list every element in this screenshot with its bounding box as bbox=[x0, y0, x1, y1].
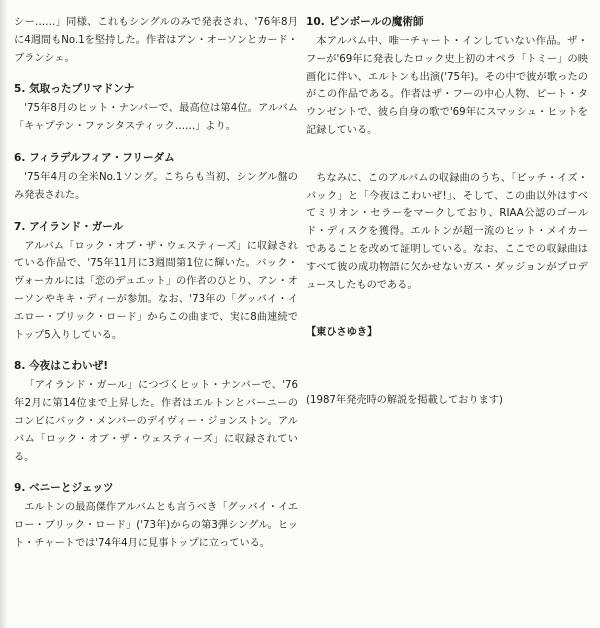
intro-paragraph: シー……」同様、これもシングルのみで発表され、'76年8月に4週間もNo.1を堅持した。作者はアン・オーソンとカード・ブランシェ。 bbox=[14, 17, 298, 64]
section-7-body: アルバム「ロック・オブ・ザ・ウェスティーズ」に収録されている作品で、'75年11月に3週間第1位に輝いた。バック・ヴォーカルには「恋のデュエット」の作者のひとり、アン・オーソンやキキ・ディーが参加。なお、'73年の「グッバイ・イエロー・ブリック・ロード」からこの曲まで、実に8曲連続でトップ5入りしている。 bbox=[14, 240, 298, 341]
section-8-heading: 8. 今夜はこわいぜ! bbox=[14, 360, 109, 373]
section-8-body: 「アイランド・ガール」につづくヒット・ナンバーで、'76年2月に第14位まで上昇した。作者はエルトンとバーニーのコンビにバック・メンバーのデイヴィー・ジョンストン。アルバム「ロック・オブ・ザ・ウェスティーズ」に収録されている。 bbox=[14, 380, 298, 463]
section-6-heading: 6. フィラデルフィア・フリーダム bbox=[14, 151, 175, 164]
section-7-heading: 7. アイランド・ガール bbox=[14, 220, 124, 233]
section-6-body: '75年4月の全米No.1ソング。こちらも当初、シングル盤のみ発表された。 bbox=[14, 171, 298, 201]
section-5-body: '75年8月のヒット・ナンバーで、最高位は第4位。アルバム「キャプテン・ファンタスティック……」より。 bbox=[14, 103, 298, 133]
section-9-heading: 9. ベニーとジェッツ bbox=[14, 482, 114, 495]
left-column bbox=[14, 14, 298, 553]
right-column bbox=[306, 14, 588, 410]
section-5-heading: 5. 気取ったプリマドンナ bbox=[14, 83, 135, 96]
publication-note: (1987年発売時の解説を掲載しております) bbox=[306, 395, 503, 407]
section-10-heading: 10. ピンボールの魔術師 bbox=[306, 16, 424, 28]
author-credit: 【東ひさゆき】 bbox=[306, 327, 378, 339]
section-9-body: エルトンの最高傑作アルバムとも言うべき「グッバイ・イエロー・ブリック・ロード」('73年)からの第3弾シングル。ヒット・チャートでは'74年4月に見事トップに立っている。 bbox=[14, 502, 298, 549]
section-10-body: 本アルバム中、唯一チャート・インしていない作品。ザ・フーが'69年に発表したロック史上初のオペラ「トミー」の映画化に伴い、エルトンも出演('75年)。その中で彼が歌ったのがこの作品である。作者はザ・フーの中心人物、ピート・タウンゼントで、彼ら自身の歌で'69年にスマッシュ・ヒットを記録している。 bbox=[306, 36, 588, 136]
closing-paragraph: ちなみに、このアルバムの収録曲のうち、「ピッチ・イズ・バック」と「今夜はこわいぜ!」、そして、この曲以外はすべてミリオン・セラーをマークしており、RIAA公認のゴールド・ディスクを獲得。エルトンが超一流のヒット・メイカーであることを改めて証明している。なお、ここでの収録曲はすべて彼の成功物語に欠かせないガス・ダッジョンがプロデュースしたものである。 bbox=[306, 172, 588, 291]
page-binding-shadow bbox=[0, 0, 8, 628]
